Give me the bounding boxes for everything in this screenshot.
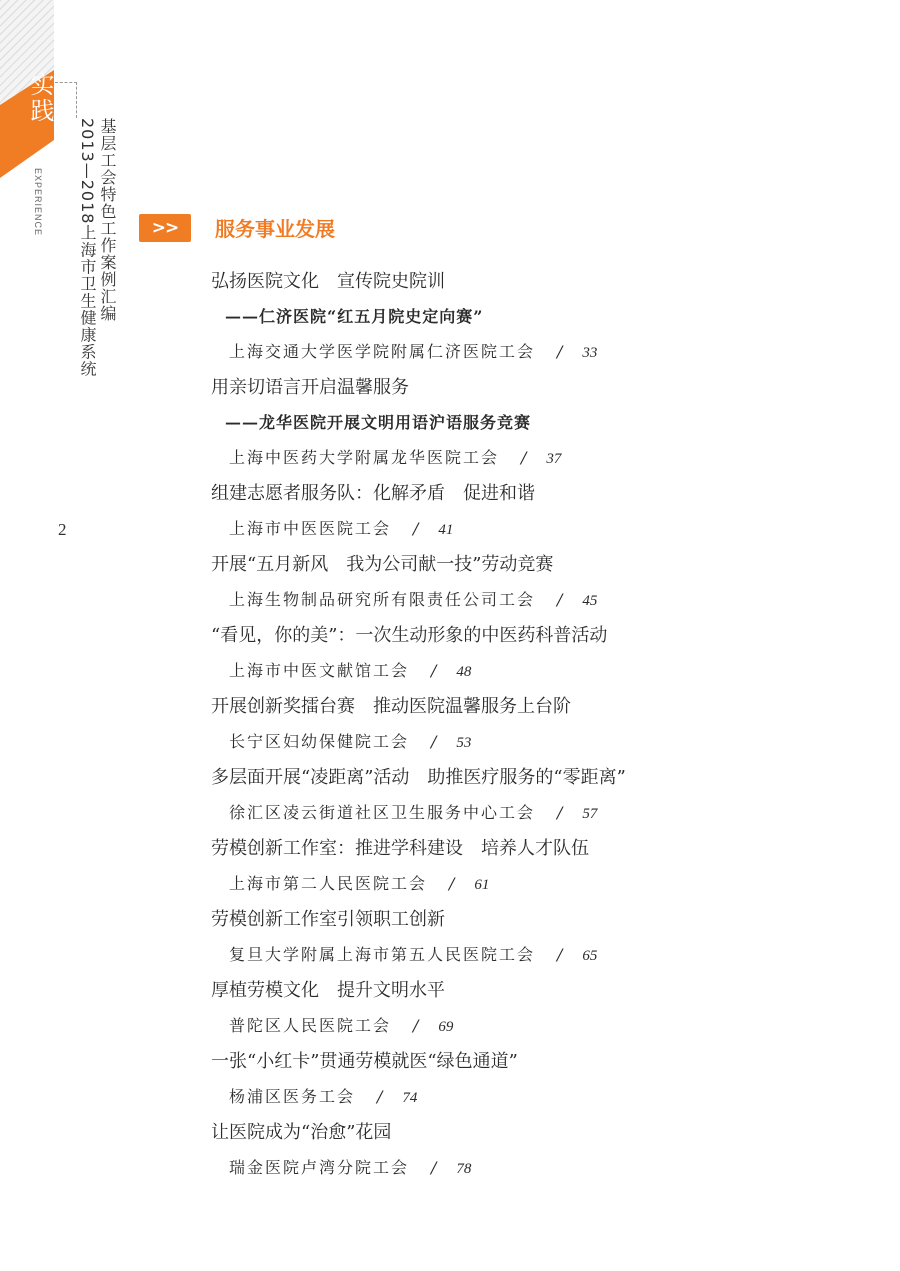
- section-heading: [139, 213, 335, 242]
- chevron-badge-icon: >>: [139, 214, 191, 242]
- entry-title[interactable]: 多层面开展“凌距离”活动 助推医疗服务的“零距离”: [211, 767, 626, 788]
- separator-slash: /: [431, 1158, 439, 1177]
- separator-slash: /: [521, 448, 529, 467]
- entry-title[interactable]: 厚植劳模文化 提升文明水平: [211, 980, 445, 1001]
- toc-entry[interactable]: [211, 836, 861, 907]
- entry-organization-line: [211, 339, 861, 375]
- entry-organization-line: [211, 1155, 861, 1191]
- entry-organization-line: [211, 1084, 861, 1120]
- toc-entry[interactable]: [211, 978, 861, 1049]
- entry-page-number[interactable]: 33: [582, 345, 598, 361]
- entry-organization-line: [211, 587, 861, 623]
- book-title-line: 基层工会特色工作案例汇编: [98, 118, 117, 322]
- brand-title-en: EXPERIENCE: [33, 168, 43, 237]
- separator-slash: /: [557, 590, 565, 609]
- brand-title-zh: 实践: [26, 72, 54, 124]
- entry-organization-line: [211, 516, 861, 552]
- toc-entry[interactable]: [211, 269, 861, 375]
- separator-slash: /: [413, 1016, 421, 1035]
- divider: [76, 82, 77, 118]
- entry-organization: 瑞金医院卢湾分院工会: [229, 1158, 410, 1177]
- entry-page-number[interactable]: 61: [474, 877, 490, 893]
- entry-page-number[interactable]: 48: [456, 664, 472, 680]
- toc-entry[interactable]: [211, 481, 861, 552]
- separator-slash: /: [557, 945, 565, 964]
- separator-slash: /: [557, 342, 565, 361]
- entry-page-number[interactable]: 41: [438, 522, 454, 538]
- entry-page-number[interactable]: 69: [438, 1019, 454, 1035]
- toc-entry[interactable]: [211, 694, 861, 765]
- separator-slash: /: [431, 732, 439, 751]
- entry-title[interactable]: “看见，你的美”：一次生动形象的中医药科普活动: [211, 625, 608, 646]
- page-number: 2: [58, 520, 67, 539]
- entry-title[interactable]: 让医院成为“治愈”花园: [211, 1122, 392, 1143]
- separator-slash: /: [377, 1087, 385, 1106]
- entry-title[interactable]: 组建志愿者服务队：化解矛盾 促进和谐: [211, 483, 535, 504]
- entry-organization-line: [211, 729, 861, 765]
- toc-entry[interactable]: [211, 375, 861, 481]
- entry-title[interactable]: 开展创新奖擂台赛 推动医院温馨服务上台阶: [211, 696, 571, 717]
- toc-entry[interactable]: [211, 765, 861, 836]
- table-of-contents: [211, 269, 861, 1191]
- book-title: [77, 118, 117, 377]
- entry-organization: 上海交通大学医学院附属仁济医院工会: [229, 342, 536, 361]
- book-title-line: 2013—2018上海市卫生健康系统: [78, 118, 97, 378]
- entry-subtitle: ——仁济医院“红五月院史定向赛”: [225, 307, 484, 326]
- entry-organization: 上海中医药大学附属龙华医院工会: [229, 448, 500, 467]
- section-title: 服务事业发展: [215, 217, 335, 241]
- entry-title[interactable]: 劳模创新工作室：推进学科建设 培养人才队伍: [211, 838, 589, 859]
- separator-slash: /: [413, 519, 421, 538]
- entry-organization: 徐汇区凌云街道社区卫生服务中心工会: [229, 803, 536, 822]
- entry-organization: 上海市中医文献馆工会: [229, 661, 410, 680]
- entry-title[interactable]: 一张“小红卡”贯通劳模就医“绿色通道”: [211, 1051, 518, 1072]
- entry-organization: 上海市中医医院工会: [229, 519, 392, 538]
- entry-page-number[interactable]: 78: [456, 1161, 472, 1177]
- entry-organization-line: [211, 1013, 861, 1049]
- entry-organization-line: [211, 445, 861, 481]
- entry-organization: 上海生物制品研究所有限责任公司工会: [229, 590, 536, 609]
- entry-page-number[interactable]: 57: [582, 806, 598, 822]
- toc-entry[interactable]: [211, 623, 861, 694]
- entry-organization: 普陀区人民医院工会: [229, 1016, 392, 1035]
- entry-organization: 上海市第二人民医院工会: [229, 874, 428, 893]
- entry-title[interactable]: 弘扬医院文化 宣传院史院训: [211, 271, 445, 292]
- entry-page-number[interactable]: 53: [456, 735, 472, 751]
- divider: [55, 82, 77, 83]
- entry-title[interactable]: 开展“五月新风 我为公司献一技”劳动竞赛: [211, 554, 554, 575]
- separator-slash: /: [449, 874, 457, 893]
- entry-organization: 杨浦区医务工会: [229, 1087, 356, 1106]
- entry-title[interactable]: 用亲切语言开启温馨服务: [211, 377, 409, 398]
- entry-organization: 复旦大学附属上海市第五人民医院工会: [229, 945, 536, 964]
- entry-page-number[interactable]: 45: [582, 593, 598, 609]
- entry-organization-line: [211, 658, 861, 694]
- toc-entry[interactable]: [211, 907, 861, 978]
- entry-title[interactable]: 劳模创新工作室引领职工创新: [211, 909, 445, 930]
- entry-organization-line: [211, 871, 861, 907]
- entry-page-number[interactable]: 37: [546, 451, 562, 467]
- toc-entry[interactable]: [211, 552, 861, 623]
- toc-entry[interactable]: [211, 1120, 861, 1191]
- entry-organization: 长宁区妇幼保健院工会: [229, 732, 410, 751]
- entry-subtitle: ——龙华医院开展文明用语沪语服务竞赛: [225, 413, 532, 432]
- separator-slash: /: [431, 661, 439, 680]
- separator-slash: /: [557, 803, 565, 822]
- entry-page-number[interactable]: 74: [402, 1090, 418, 1106]
- entry-page-number[interactable]: 65: [582, 948, 598, 964]
- entry-organization-line: [211, 942, 861, 978]
- entry-organization-line: [211, 800, 861, 836]
- toc-entry[interactable]: [211, 1049, 861, 1120]
